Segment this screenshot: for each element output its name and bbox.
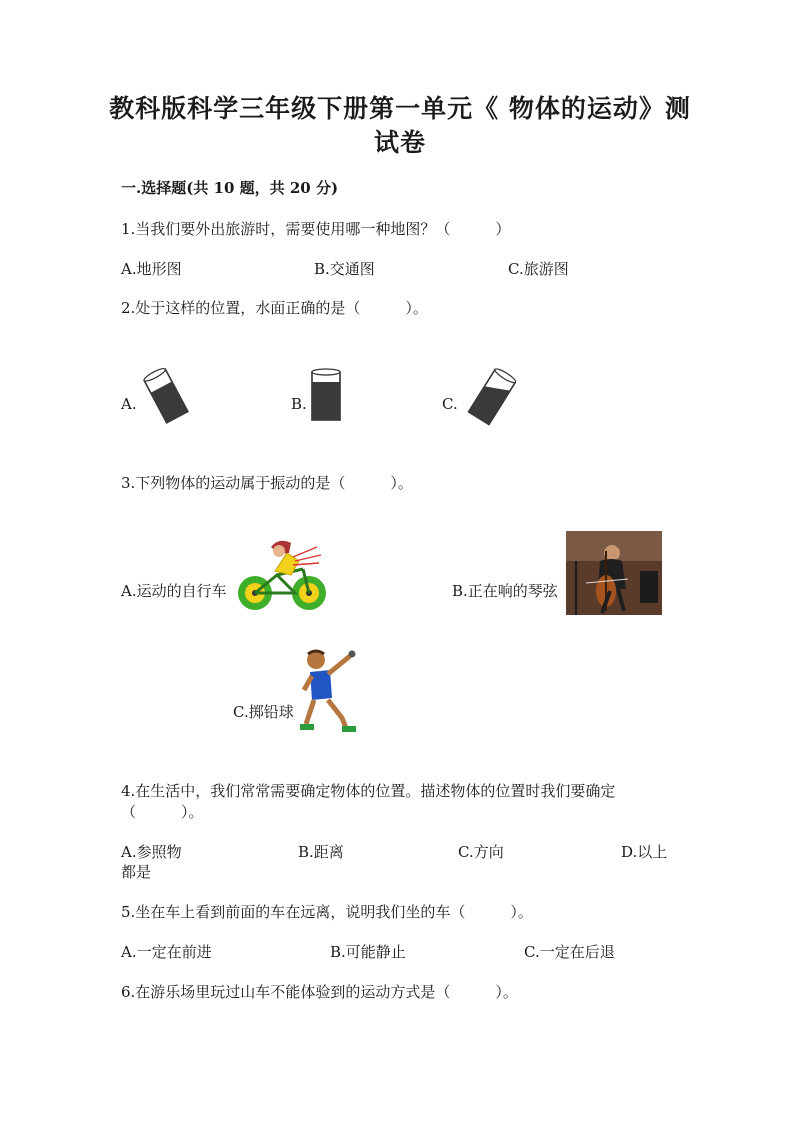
tilted-water-glass-icon: [464, 366, 520, 428]
upright-water-glass-icon: [308, 368, 344, 424]
question-2-stem: 2.处于这样的位置，水面正确的是（ ）。: [121, 299, 428, 317]
shot-put-athlete-illustration: [298, 646, 368, 738]
question-3-option-a[interactable]: A.运动的自行车: [121, 582, 227, 600]
question-2-option-b[interactable]: B.: [291, 395, 307, 413]
question-1-stem: 1.当我们要外出旅游时，需要使用哪一种地图？（ ）: [121, 220, 511, 238]
cyclist-illustration: [235, 535, 331, 615]
question-2-option-c[interactable]: C.: [442, 395, 458, 413]
question-4-option-d[interactable]: D.以上: [621, 843, 668, 861]
title-line-1: 教科版科学三年级下册第一单元《 物体的运动》测: [109, 94, 691, 123]
question-3-option-b[interactable]: B.正在响的琴弦: [452, 582, 558, 600]
section-heading: 一.选择题(共 10 题，共 20 分): [121, 179, 339, 197]
question-3-option-c[interactable]: C.掷铅球: [233, 703, 294, 721]
question-6-stem: 6.在游乐场里玩过山车不能体验到的运动方式是（ ）。: [121, 983, 518, 1001]
question-4-option-d-wrap: 都是: [121, 863, 152, 881]
question-4-stem-line-1: 4.在生活中，我们常常需要确定物体的位置。描述物体的位置时我们要确定: [121, 782, 616, 800]
question-1-option-c[interactable]: C.旅游图: [508, 260, 569, 278]
tilted-water-glass-icon: [140, 366, 192, 426]
question-3-stem: 3.下列物体的运动属于振动的是（ ）。: [121, 474, 413, 492]
question-5-option-a[interactable]: A.一定在前进: [121, 943, 212, 961]
question-5-option-b[interactable]: B.可能静止: [330, 943, 406, 961]
question-2-option-a[interactable]: A.: [121, 395, 137, 413]
page-title: [100, 92, 700, 160]
cellist-photo: [566, 531, 662, 615]
title-line-2: 试卷: [373, 128, 426, 157]
question-5-stem: 5.坐在车上看到前面的车在远离，说明我们坐的车（ ）。: [121, 903, 533, 921]
question-4-option-c[interactable]: C.方向: [458, 843, 504, 861]
question-1-option-b[interactable]: B.交通图: [314, 260, 375, 278]
question-5-option-c[interactable]: C.一定在后退: [524, 943, 615, 961]
question-1-option-a[interactable]: A.地形图: [121, 260, 182, 278]
question-4-option-a[interactable]: A.参照物: [121, 843, 182, 861]
question-4-stem-line-2: （ ）。: [121, 803, 204, 821]
question-4-option-b[interactable]: B.距离: [298, 843, 344, 861]
